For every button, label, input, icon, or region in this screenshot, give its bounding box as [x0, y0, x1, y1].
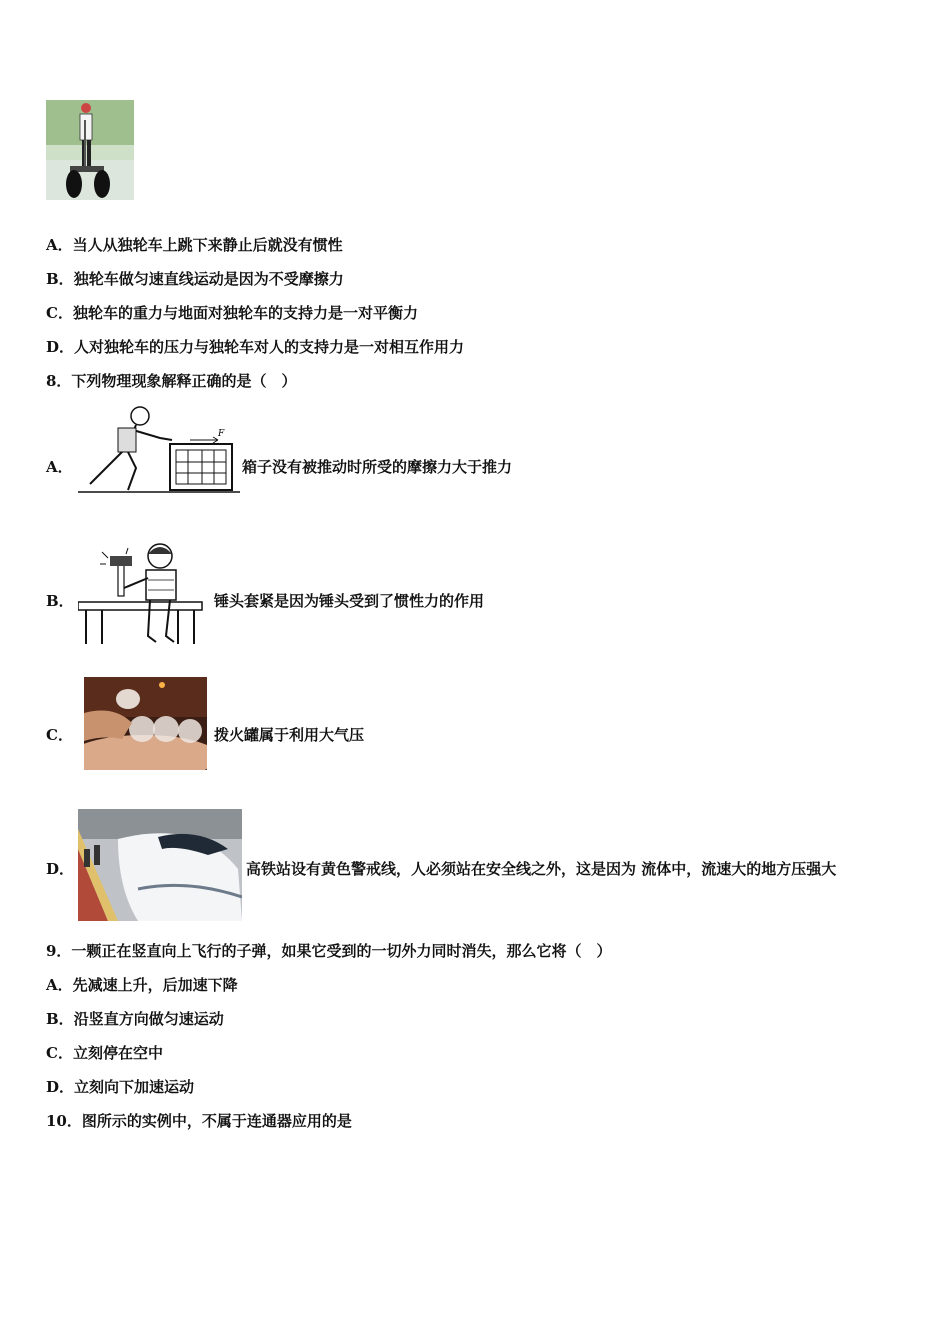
q8-stem: 8．下列物理现象解释正确的是（ ） — [46, 372, 297, 390]
option-letter: D． — [46, 1078, 75, 1096]
q8-option-c-letter: C． — [46, 726, 73, 744]
option-text: 沿竖直方向做匀速运动 — [73, 1010, 224, 1028]
q9-stem: 9．一颗正在竖直向上飞行的子弹，如果它受到的一切外力同时消失，那么它将（ ） — [46, 942, 612, 960]
q7-option-a — [46, 235, 343, 255]
option-text: 独轮车的重力与地面对独轮车的支持力是一对平衡力 — [72, 304, 418, 322]
q10-stem: 10．图所示的实例中，不属于连通器应用的是 — [46, 1112, 352, 1130]
option-text: 先减速上升，后加速下降 — [72, 976, 238, 994]
q9-option-b — [46, 1009, 224, 1029]
q7-option-c — [46, 303, 418, 323]
q8-option-a-text: 箱子没有被推动时所受的摩擦力大于推力 — [242, 458, 513, 476]
q9-option-c — [46, 1043, 163, 1063]
q8-option-b-text: 锤头套紧是因为锤头受到了惯性力的作用 — [214, 592, 485, 610]
q7-option-b — [46, 269, 344, 289]
option-letter: A． — [46, 236, 73, 254]
force-label: F — [218, 429, 225, 439]
q9-option-d — [46, 1077, 194, 1097]
option-letter: B． — [46, 1010, 74, 1028]
q8-option-b-letter: B． — [46, 592, 74, 610]
option-letter: D． — [46, 338, 75, 356]
q8-option-a-letter: A． — [46, 458, 73, 476]
option-letter: C． — [46, 1044, 73, 1062]
high-speed-train-figure — [78, 809, 242, 921]
option-text: 立刻向下加速运动 — [74, 1078, 195, 1096]
option-letter: B． — [46, 270, 74, 288]
option-text: 当人从独轮车上跳下来静止后就没有惯性 — [72, 236, 343, 254]
cupping-figure — [84, 677, 207, 770]
option-text: 人对独轮车的压力与独轮车对人的支持力是一对相互作用力 — [74, 338, 465, 356]
option-letter: A． — [46, 976, 73, 994]
option-letter: C． — [46, 304, 73, 322]
q7-option-d — [46, 337, 464, 357]
q8-option-d-letter: D． — [46, 860, 75, 878]
q8-option-c-text: 拨火罐属于利用大气压 — [214, 726, 365, 744]
pushing-box-figure — [78, 404, 240, 496]
option-text: 独轮车做匀速直线运动是因为不受摩擦力 — [73, 270, 344, 288]
option-text: 立刻停在空中 — [72, 1044, 163, 1062]
hammer-figure — [78, 540, 208, 648]
q9-option-a — [46, 975, 238, 995]
q8-option-d-text: 高铁站设有黄色警戒线，人必须站在安全线之外，这是因为 流体中，流速大的地方压强大 — [246, 860, 837, 878]
segway-figure — [46, 100, 134, 200]
